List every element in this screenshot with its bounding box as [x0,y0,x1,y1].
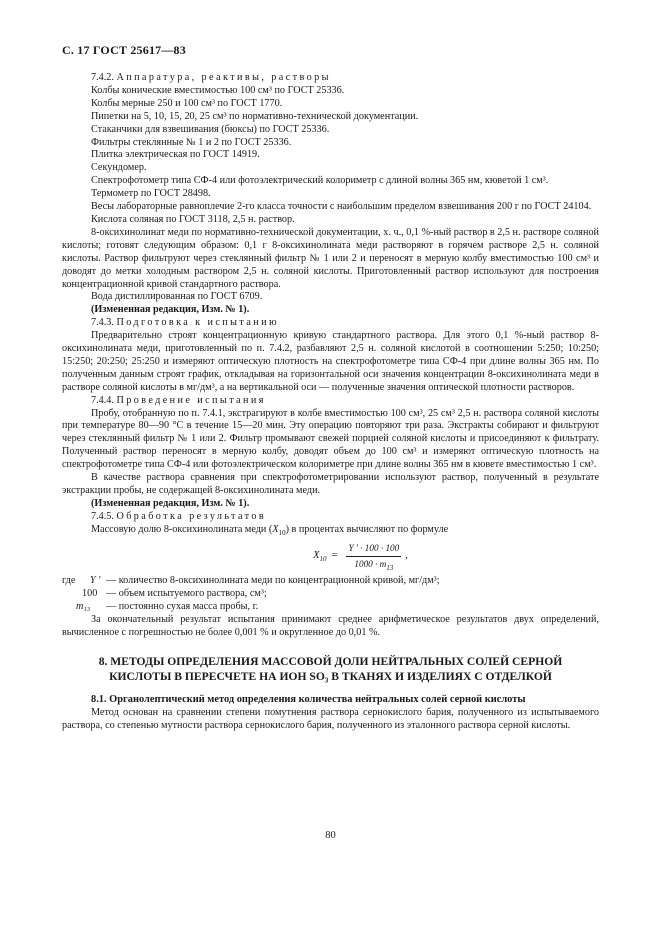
formula-tail: , [405,549,408,561]
definition-row: m₁₃ — постоянно сухая масса пробы, г. [76,601,259,613]
list-item: Термометр по ГОСТ 28498. [91,188,211,200]
formula-numerator: Y ′ · 100 · 100 [346,542,401,557]
formula-denominator: $1000 \cdot m_{13}$ [354,558,394,572]
paragraph: Пробу, отобранную по п. 7.4.1, экстрагируют в колбе вместимостью 100 см³, 25 см³ 2,5 н. раствора соляной кислоты при температуре 80—90 °С в течение 15—20 мин. Эту операцию повторяют три раза. Экстракты собирают и фильтруют через стеклянный фильтр № 1 или 2. Фильтр промывают свежей порцией соляной кислоты и присоединяют к фильтрату. Полученный раствор переносят в мерную колбу, доводят объем до 100 см³ и измеряют оптическую плотность на спектрофотометре типа СФ-4 или фотоэлектрическом колориметре при длине волны 365 нм в кювете вместимостью 1 см³. [62,407,599,471]
list-item: Спектрофотометр типа СФ-4 или фотоэлектрический колориметр с длиной волны 365 нм, кюветой 1 см³. [91,175,549,187]
section-heading-7-4-4: 7.4.4. Проведение испытания [91,394,266,406]
section-8-title: 8. МЕТОДЫ ОПРЕДЕЛЕНИЯ МАССОВОЙ ДОЛИ НЕЙТРАЛЬНЫХ СОЛЕЙ СЕРНОЙ КИСЛОТЫ В ПЕРЕСЧЕТЕ НА ИОН SO₃ В ТКАНЯХ И ИЗДЕЛИЯХ С ОТДЕЛКОЙ [98,654,563,683]
formula-fraction [346,542,401,571]
list-item: Весы лабораторные равноплечие 2-го класса точности с наибольшим пределом взвешивания 200 г по ГОСТ 24104. [91,201,592,213]
definition-row: 100 — объем испытуемого раствора, см³; [82,588,267,600]
list-item: 8-оксихинолинат меди по нормативно-технической документации, х. ч., 0,1 %-ный раствор в 2,5 н. растворе соляной кислоты; готовят следующим образом: 0,1 г 8-оксихинолината меди растворяют в горячем растворе 2,5 н. соляной кислоты. Раствор фильтруют через стеклянный фильтр № 1 или 2 и переносят в мерную колбу вместимостью 100 см³ и доводят до метки холодным раствором 2,5 н. соляной кислоты. Приготовленный раствор используют для построения концентрационной кривой стандартного раствора. [62,226,599,290]
list-item: Плитка электрическая по ГОСТ 14919. [91,149,260,161]
document-body [62,72,599,733]
formula-lhs: $X_{10}$ [313,549,327,563]
list-item: Кислота соляная по ГОСТ 3118, 2,5 н. раствор. [91,213,295,225]
edit-note: (Измененная редакция, Изм. № 1). [91,497,250,509]
paragraph: Метод основан на сравнении степени помутнения раствора сернокислого бария, полученного из испытываемого раствора, со степенью мутности раствора сернокислого бария, полученного из эталонного раствора серной кислоты. [62,706,599,731]
page-header: С. 17 ГОСТ 25617—83 [62,43,186,57]
page-number: 80 [325,830,336,841]
list-item: Колбы конические вместимостью 100 см³ по ГОСТ 25336. [91,84,345,96]
list-item: Вода дистиллированная по ГОСТ 6709. [91,291,263,303]
formula-equals: = [331,549,338,561]
section-heading-7-4-2: 7.4.2. Аппаратура, реактивы, растворы [91,72,331,83]
paragraph: За окончательный результат испытания принимают среднее арифметическое результатов двух определений, вычисленное с погрешностью не более 0,001 % и округленное до 0,01 %. [62,614,599,639]
list-item: Стаканчики для взвешивания (бюксы) по ГОСТ 25336. [91,123,330,135]
definition-row: где Y ′ — количество 8-оксихинолината меди по концентрационной кривой, мг/дм³; [62,575,440,587]
section-heading-7-4-3: 7.4.3. Подготовка к испытанию [91,317,279,329]
formula-intro: Массовую долю 8-оксихинолината меди $(X_{10})$ в процентах вычисляют по формуле [91,523,449,537]
formula [62,542,599,571]
paragraph: Предварительно строят концентрационную кривую стандартного раствора. Для этого 0,1 %-ный раствор 8-оксихинолината меди, приготовленный по п. 7.4.2, разбавляют 2,5 н. соляной кислотой в соотношении 5:250; 10:250; 15:250; 20:250; 25:250 и измеряют оптическую плотность на спектрофотометре типа СФ-4 при длине волны 365 нм. По полученным данным строят график, откладывая на горизонтальной оси значения концентрации 8-оксихинолината меди в растворе соляной кислоты в мг/дм³, а на вертикальной оси — полученные значения оптической плотности растворов. [62,330,599,393]
list-item: Пипетки на 5, 10, 15, 20, 25 см³ по нормативно-технической документации. [91,110,419,122]
list-item: Секундомер. [91,162,147,174]
list-item: Фильтры стеклянные № 1 и 2 по ГОСТ 25336. [91,136,292,148]
section-heading-7-4-5: 7.4.5. Обработка результатов [91,510,267,522]
subsection-8-1-title: 8.1. Органолептический метод определения количества нейтральных солей серной кислоты [91,693,526,705]
edit-note: (Измененная редакция, Изм. № 1). [91,304,250,316]
paragraph: В качестве раствора сравнения при спектрофотометрировании используют раствор, полученный в результате экстракции пробы, не содержащей 8-оксихинолината меди. [62,472,599,496]
list-item: Колбы мерные 250 и 100 см³ по ГОСТ 1770. [91,97,283,109]
